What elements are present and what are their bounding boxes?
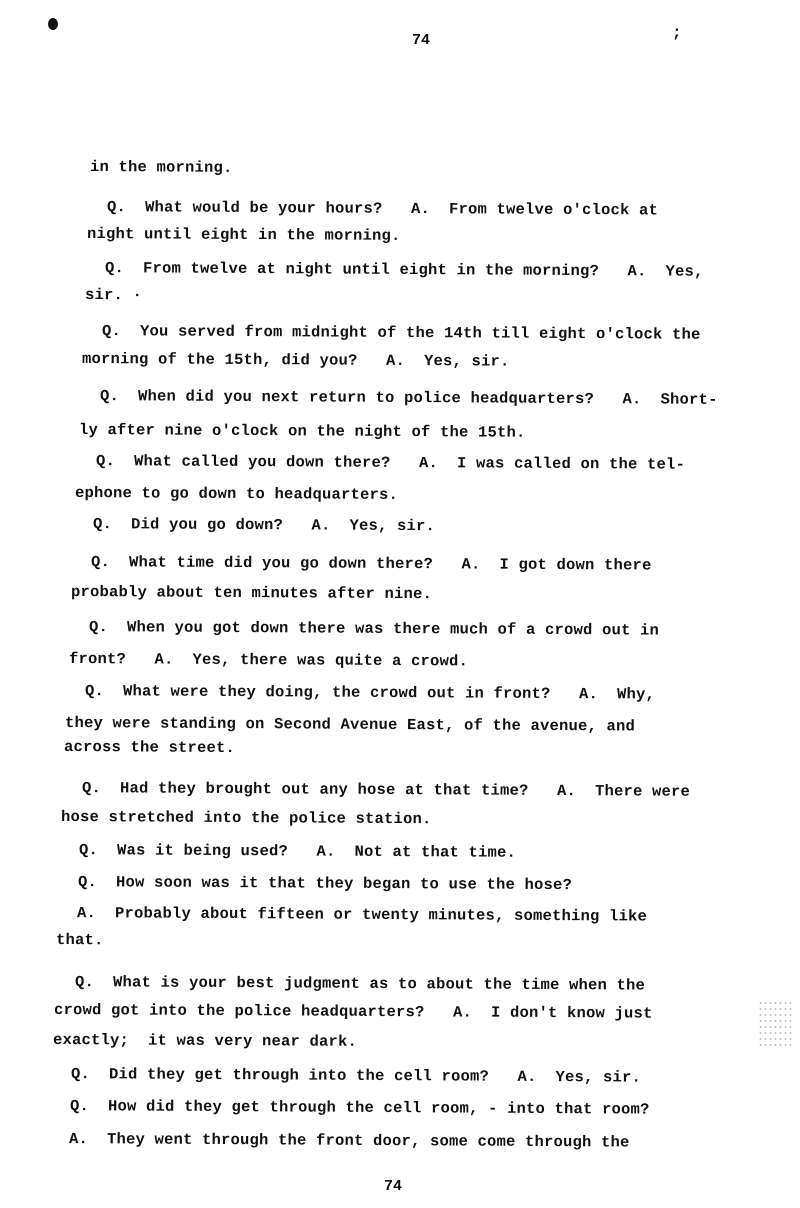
transcript-line: across the street.: [63, 738, 236, 758]
transcript-line: Q. How did they get through the cell room, - into that room?: [50, 1097, 650, 1119]
transcript-line: hose stretched into the police station.: [60, 808, 432, 829]
transcript-line: crowd got into the police headquarters? A. I don't know just: [53, 1001, 653, 1023]
footer-page-number: 74: [384, 1178, 403, 1195]
transcript-line: night until eight in the morning.: [86, 225, 401, 245]
transcript-line: front? A. Yes, there was quite a crowd.: [68, 650, 469, 671]
transcript-line: A. Probably about fifteen or twenty minutes, something like: [57, 904, 648, 926]
transcript-line: exactly; it was very near dark.: [52, 1031, 358, 1051]
transcript-line: Q. How soon was it that they began to use the hose?: [58, 873, 573, 895]
transcript-line: Q. Did they get through into the cell room? A. Yes, sir.: [51, 1065, 642, 1087]
scan-speckle: [758, 1000, 794, 1050]
transcript-line: ly after nine o'clock on the night of the 15th.: [78, 421, 526, 442]
transcript-line: A. They went through the front door, some come through the: [49, 1130, 630, 1152]
transcript-line: probably about ten minutes after nine.: [70, 583, 433, 604]
transcript-line: sir. ·: [84, 286, 143, 305]
transcript-line: Q. What time did you go down there? A. I got down there: [71, 553, 652, 575]
transcript-line: Q. What were they doing, the crowd out in front? A. Why,: [65, 682, 656, 704]
transcript-line: Q. From twelve at night until eight in the morning? A. Yes,: [85, 259, 704, 281]
transcript-line: Q. When you got down there was there much of a crowd out in: [69, 618, 660, 640]
transcript-line: Q. Was it being used? A. Not at that time.: [59, 841, 517, 862]
corner-mark: ;: [672, 24, 682, 42]
transcript-line: they were standing on Second Avenue East, of the avenue, and: [64, 714, 636, 736]
transcript-line: Q. When did you next return to police headquarters? A. Short-: [80, 387, 718, 409]
transcript-line: ephone to go down to headquarters.: [74, 484, 399, 504]
transcript-line: that.: [55, 931, 104, 950]
header-page-number: 74: [412, 32, 431, 49]
transcript-line: morning of the 15th, did you? A. Yes, sir.: [81, 350, 510, 371]
transcript-line: Q. What called you down there? A. I was called on the tel-: [76, 452, 686, 474]
transcript-line: Q. Did you go down? A. Yes, sir.: [73, 515, 436, 536]
ink-blot-mark: [48, 18, 58, 30]
transcript-line: Q. You served from midnight of the 14th till eight o'clock the: [82, 322, 701, 344]
transcript-line: in the morning.: [89, 158, 233, 177]
transcript-line: Q. What is your best judgment as to about the time when the: [55, 973, 646, 995]
transcript-line: Q. What would be your hours? A. From twelve o'clock at: [87, 198, 659, 220]
transcript-line: Q. Had they brought out any hose at that time? A. There were: [62, 779, 691, 801]
